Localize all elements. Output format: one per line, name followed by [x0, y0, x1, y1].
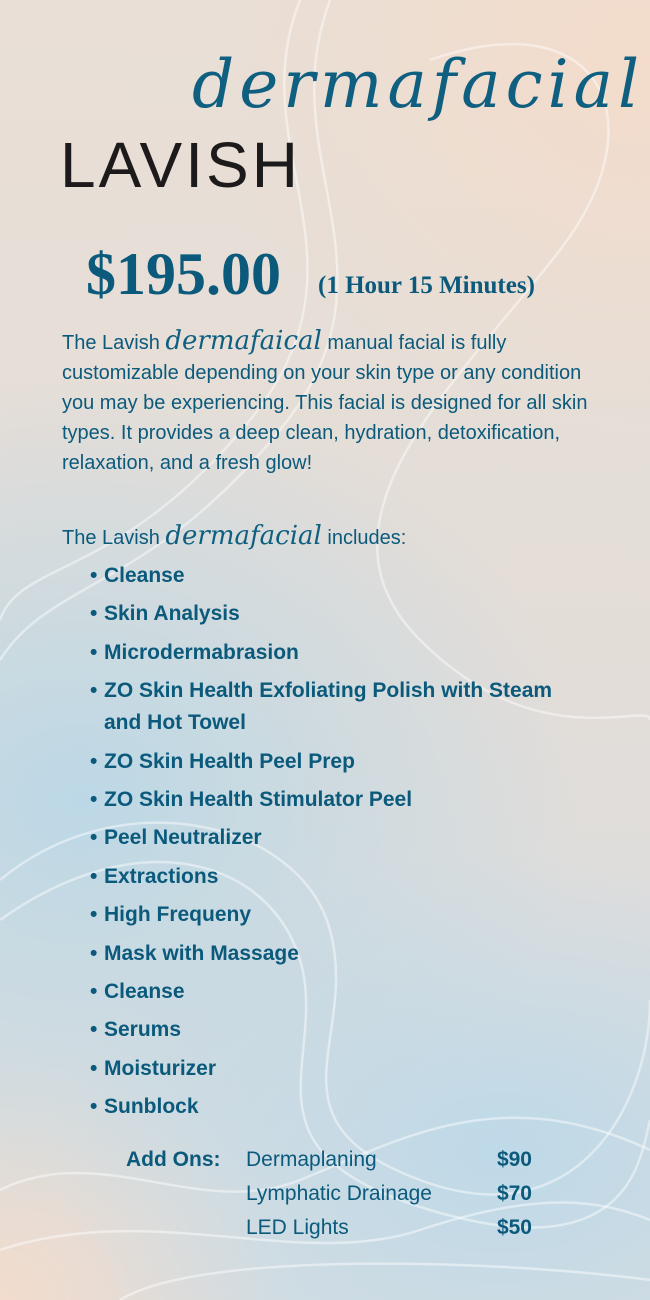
includes-script-word: dermafacial — [165, 521, 322, 551]
list-item — [90, 1053, 560, 1085]
add-on-name: Lymphatic Drainage — [246, 1182, 432, 1205]
includes-suffix: includes: — [327, 527, 407, 549]
list-item-label: Mask with Massage — [104, 941, 299, 965]
list-item-label: Skin Analysis — [104, 602, 240, 626]
bullet: • — [90, 941, 98, 965]
bullet: • — [90, 826, 98, 850]
add-on-price: $70 — [496, 1182, 532, 1205]
bullet: • — [90, 679, 98, 703]
list-item — [90, 560, 560, 592]
list-item-label: Sunblock — [104, 1095, 199, 1119]
list-item-label: ZO Skin Health Stimulator Peel — [104, 787, 413, 811]
list-item — [90, 784, 560, 816]
list-item-label: ZO Skin Health Peel Prep — [104, 749, 355, 773]
bullet: • — [90, 903, 98, 927]
list-item-label: Microdermabrasion — [104, 640, 299, 664]
list-item-label: Cleanse — [104, 564, 185, 587]
add-on-price: $50 — [496, 1216, 532, 1239]
list-item-label: Cleanse — [104, 979, 185, 1003]
bullet: • — [90, 1018, 98, 1042]
bullet: • — [90, 749, 98, 773]
list-item-label: Extractions — [104, 864, 219, 888]
logo-brand: LAVISH — [60, 129, 301, 201]
bullet: • — [90, 564, 98, 587]
includes-heading — [62, 521, 406, 551]
list-item — [90, 861, 560, 893]
description-prefix: The Lavish — [62, 332, 160, 354]
description-script-word: dermafaical — [165, 326, 322, 356]
list-item-label: High Frequeny — [104, 903, 252, 927]
bullet: • — [90, 979, 98, 1003]
list-item — [90, 746, 560, 778]
list-item — [90, 637, 560, 669]
description-text: manual facial is fully customizable depending on your skin type or any condition you may be experiencing. This facial is designed for all skin types. It provides a deep clean, hydration, detoxification, relaxation, and a fresh glow! — [62, 332, 588, 474]
bullet: • — [90, 864, 98, 888]
list-item — [90, 598, 560, 630]
bullet: • — [90, 602, 98, 626]
bullet: • — [90, 1056, 98, 1080]
price: $195.00 — [86, 241, 281, 307]
bullet: • — [90, 1095, 98, 1119]
add-on-price: $90 — [496, 1148, 532, 1171]
included-services-list — [90, 560, 560, 1129]
add-on-row — [246, 1182, 532, 1216]
list-item — [90, 822, 560, 854]
list-item — [90, 976, 560, 1008]
add-ons-label: Add Ons: — [126, 1148, 221, 1171]
includes-prefix: The Lavish — [62, 527, 160, 549]
list-item-label: Peel Neutralizer — [104, 826, 262, 850]
list-item-label: ZO Skin Health Exfoliating Polish with Steam and Hot Towel — [104, 679, 553, 735]
add-on-name: Dermaplaning — [246, 1148, 377, 1171]
list-item — [90, 938, 560, 970]
bullet: • — [90, 787, 98, 811]
logo-script-title: dermafacial — [192, 46, 645, 123]
list-item — [90, 675, 560, 739]
list-item — [90, 1014, 560, 1046]
description — [62, 326, 602, 478]
duration: (1 Hour 15 Minutes) — [318, 272, 535, 299]
list-item — [90, 899, 560, 931]
list-item-label: Serums — [104, 1018, 182, 1042]
add-on-row — [246, 1216, 532, 1250]
add-on-name: LED Lights — [246, 1216, 349, 1239]
add-on-row — [246, 1148, 532, 1182]
list-item — [90, 1091, 560, 1123]
list-item-label: Moisturizer — [104, 1056, 217, 1080]
bullet: • — [90, 640, 98, 664]
